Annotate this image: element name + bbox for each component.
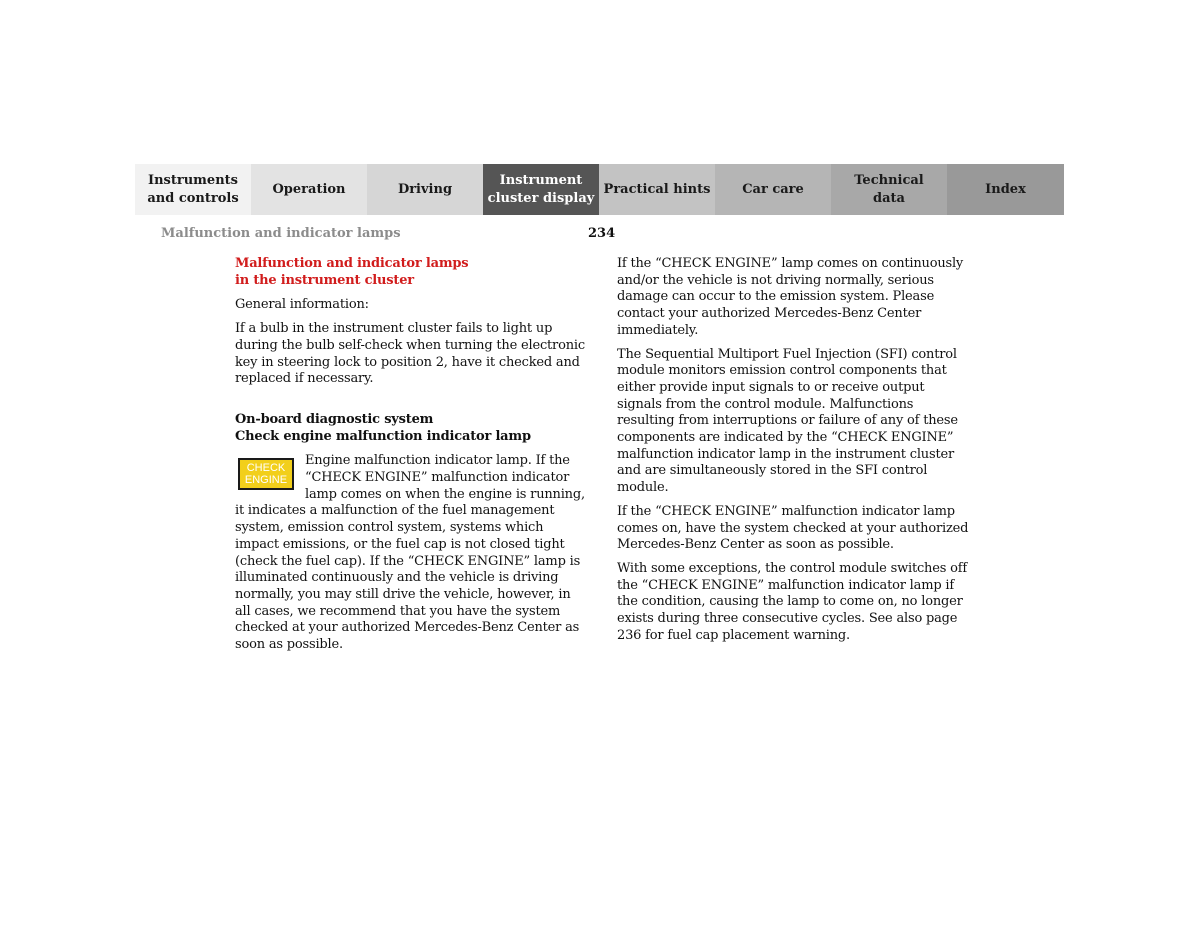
check-engine-paragraph: Engine malfunction indicator lamp. If the “CHECK ENGINE” malfunction indicator lamp comes on when the engine is running, it indicates a malfunction of the fuel management system, emission control system, systems which impact emissions, or the fuel cap is not closed tight (check the fuel cap). If the “CHECK ENGINE” lamp is illuminated continuously and the vehicle is driving normally, you may still drive the vehicle, however, in all cases, we recommend that you have the system checked at your authorized Mercedes-Benz Center as soon as possible. <box>235 453 585 653</box>
tab-instrument-cluster-display[interactable]: Instrument cluster display <box>483 164 599 215</box>
left-column <box>235 256 585 654</box>
chapter-tab-bar <box>135 164 1064 215</box>
general-info-label: General information: <box>235 297 369 313</box>
lamp-on-paragraph: If the “CHECK ENGINE” malfunction indicator lamp comes on, have the system checked at your authorized Mercedes-Benz Center as soon as possible. <box>617 503 969 553</box>
tab-operation[interactable]: Operation <box>251 164 367 215</box>
section-title: Malfunction and indicator lamps <box>161 226 401 241</box>
sfi-paragraph: The Sequential Multiport Fuel Injection (SFI) control module monitors emission control components that either provide input signals to or receive output signals from the control module. Malfunctions resulting from interruptions or failure of any of these components are indicated by the “CHECK ENGINE” malfunction indicator lamp in the instrument cluster and are simultaneously stored in the SFI control module. <box>617 346 958 496</box>
section-heading: Malfunction and indicator lamps in the instrument cluster <box>235 256 469 288</box>
page-number: 234 <box>588 226 616 241</box>
tab-car-care[interactable]: Car care <box>715 164 831 215</box>
check-engine-lamp-icon: CHECK ENGINE <box>238 458 294 490</box>
tab-index[interactable]: Index <box>947 164 1064 215</box>
continuous-lamp-paragraph: If the “CHECK ENGINE” lamp comes on continuously and/or the vehicle is not driving normally, serious damage can occur to the emission system. Please contact your authorized Mercedes-Benz Center immediately. <box>617 256 964 338</box>
right-column <box>617 256 969 651</box>
tab-practical-hints[interactable]: Practical hints <box>599 164 715 215</box>
check-engine-block <box>235 453 585 653</box>
obd-heading: On-board diagnostic system Check engine malfunction indicator lamp <box>235 411 531 444</box>
bulb-check-paragraph: If a bulb in the instrument cluster fails to light up during the bulb self-check when turning the electronic key in steering lock to position 2, have it checked and replaced if necessary. <box>235 321 585 387</box>
switch-off-paragraph: With some exceptions, the control module switches off the “CHECK ENGINE” malfunction indicator lamp if the condition, causing the lamp to come on, no longer exists during three consecutive cycles. See also page 236 for fuel cap placement warning. <box>617 560 967 643</box>
tab-driving[interactable]: Driving <box>367 164 483 215</box>
tab-technical-data[interactable]: Technical data <box>831 164 947 215</box>
tab-instruments-and-controls[interactable]: Instruments and controls <box>135 164 251 215</box>
